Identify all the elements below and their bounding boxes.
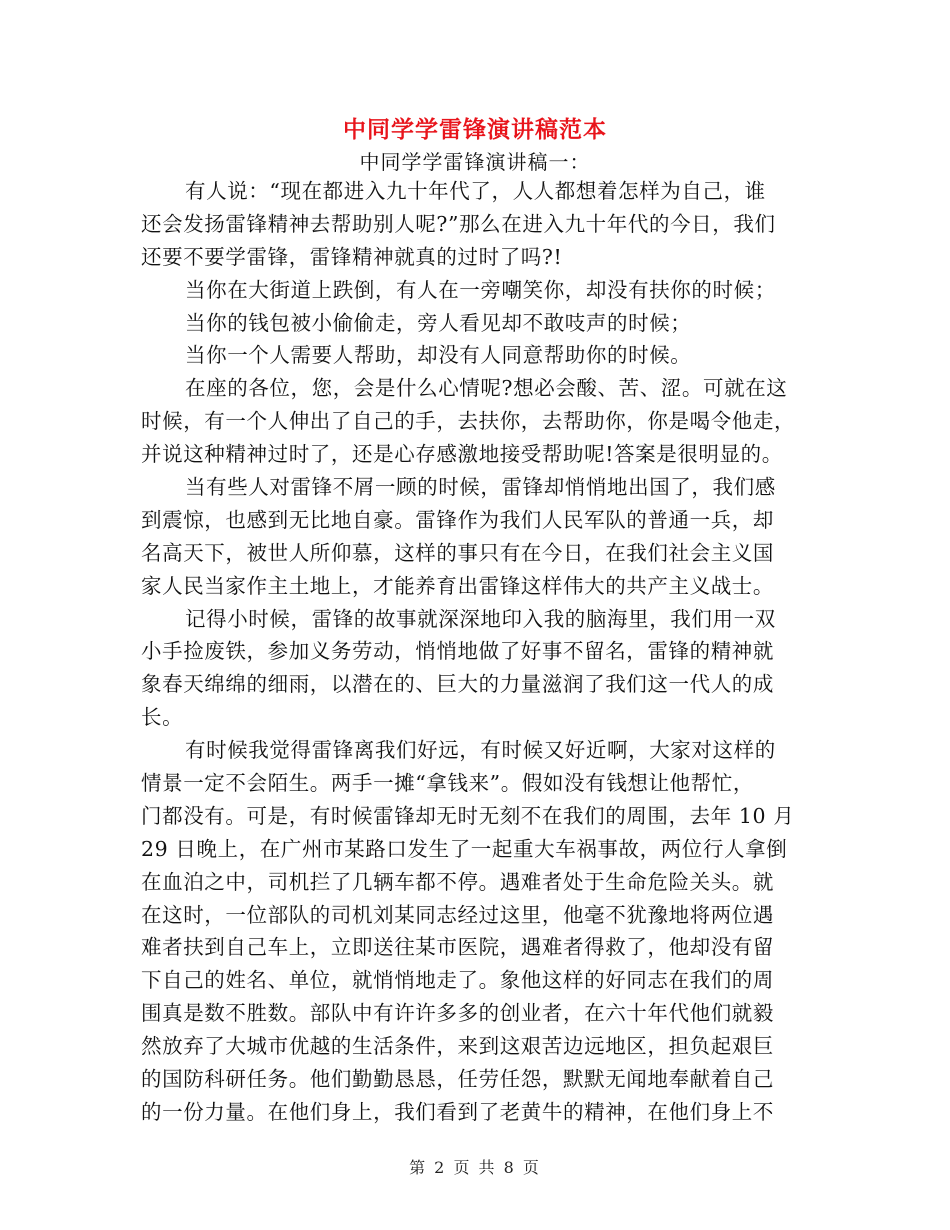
text-line: 并说这种精神过时了，还是心存感激地接受帮助呢!答案是很明显的。	[141, 442, 783, 467]
text-line: 情景一定不会陌生。两手一摊“拿钱来”。假如没有钱想让他帮忙，	[141, 771, 754, 796]
text-line: 当你在大街道上跌倒，有人在一旁嘲笑你，却没有扶你的时候；	[185, 277, 776, 302]
text-line: 象春天绵绵的细雨，以潜在的、巨大的力量滋润了我们这一代人的成	[141, 672, 774, 697]
text-line: 时候，有一个人伸出了自己的手，去扶你，去帮助你，你是喝令他走，	[141, 409, 796, 434]
text-line: 门都没有。可是，有时候雷锋却无时无刻不在我们的周围，去年 10 月	[141, 803, 795, 828]
text-line: 当有些人对雷锋不屑一顾的时候，雷锋却悄悄地出国了，我们感	[185, 475, 776, 500]
text-line: 小手捡废铁，参加义务劳动，悄悄地做了好事不留名，雷锋的精神就	[141, 639, 774, 664]
text-line: 还要不要学雷锋，雷锋精神就真的过时了吗?!	[141, 244, 563, 269]
page-number: 第 2 页 共 8 页	[409, 1158, 541, 1177]
text-line: 在这时，一位部队的司机刘某同志经过这里，他毫不犹豫地将两位遇	[141, 902, 774, 927]
document-subtitle: 中同学学雷锋演讲稿一：	[359, 150, 591, 174]
text-line: 29 日晚上，在广州市某路口发生了一起重大车祸事故，两位行人拿倒	[141, 836, 788, 861]
text-line: 有时候我觉得雷锋离我们好远，有时候又好近啊，大家对这样的	[185, 738, 776, 763]
text-line: 有人说：“现在都进入九十年代了，人人都想着怎样为自己，谁	[185, 179, 766, 203]
text-line: 难者扶到自己车上，立即送往某市医院，遇难者得救了，他却没有留	[141, 935, 774, 960]
text-line: 在血泊之中，司机拦了几辆车都不停。遇难者处于生命危险关头。就	[141, 869, 774, 894]
text-line: 的国防科研任务。他们勤勤恳恳，任劳任怨，默默无闻地奉献着自己	[141, 1067, 774, 1092]
text-line: 的一份力量。在他们身上，我们看到了老黄牛的精神，在他们身上不	[141, 1099, 774, 1124]
text-line: 记得小时候，雷锋的故事就深深地印入我的脑海里，我们用一双	[185, 606, 776, 631]
text-line: 然放弃了大城市优越的生活条件，来到这艰苦边远地区，担负起艰巨	[141, 1034, 774, 1059]
document-body	[141, 175, 809, 1129]
text-line: 当你的钱包被小偷偷走，旁人看见却不敢吱声的时候；	[185, 310, 692, 335]
text-line: 围真是数不胜数。部队中有许许多多的创业者，在六十年代他们就毅	[141, 1001, 774, 1026]
text-line: 当你一个人需要人帮助，却没有人同意帮助你的时候。	[185, 343, 692, 368]
text-line: 到震惊，也感到无比地自豪。雷锋作为我们人民军队的普通一兵，却	[141, 507, 774, 532]
text-line: 下自己的姓名、单位，就悄悄地走了。象他这样的好同志在我们的周	[141, 968, 774, 993]
text-line: 还会发扬雷锋精神去帮助别人呢?”那么在进入九十年代的今日，我们	[141, 211, 776, 236]
text-line: 在座的各位，您，会是什么心情呢?想必会酸、苦、涩。可就在这	[185, 376, 788, 401]
text-line: 家人民当家作主土地上，才能养育出雷锋这样伟大的共产主义战士。	[141, 573, 774, 598]
document-title: 中同学学雷锋演讲稿范本	[343, 116, 607, 143]
text-line: 名高天下，被世人所仰慕，这样的事只有在今日，在我们社会主义国	[141, 540, 774, 565]
text-line: 长。	[141, 705, 184, 730]
